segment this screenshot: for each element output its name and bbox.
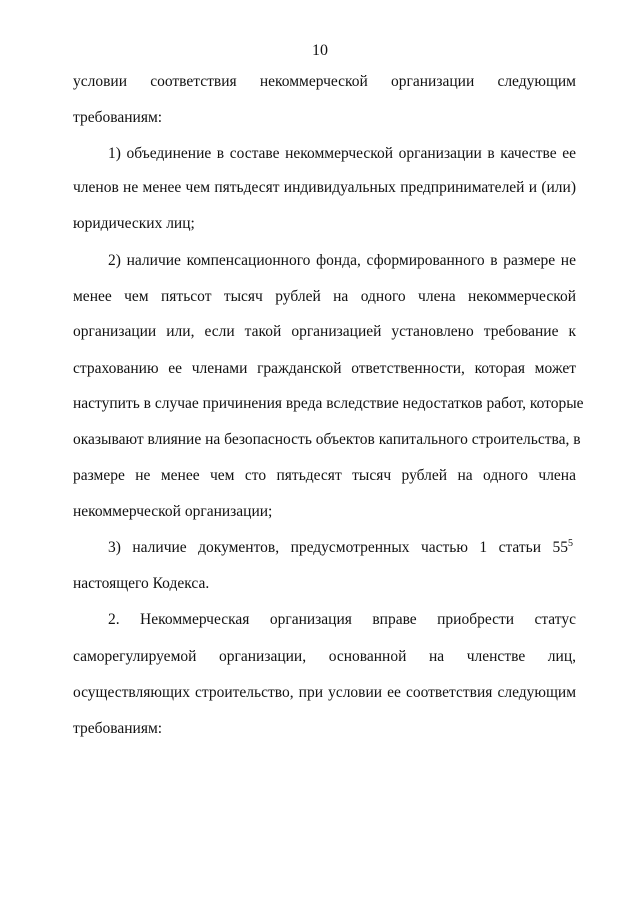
- text-line: 2) наличие компенсационного фонда, сформированного в размере не: [108, 252, 576, 269]
- text-line: условии соответствия некоммерческой организации следующим: [73, 73, 576, 90]
- text-line: оказывают влияние на безопасность объектов капитального строительства, в: [73, 431, 581, 448]
- text-line: 2. Некоммерческая организация вправе приобрести статус: [108, 611, 576, 628]
- text-line: страхованию ее членами гражданской ответственности, которая может: [73, 360, 576, 377]
- superscript: 5: [568, 538, 573, 549]
- text-line: требованиям:: [73, 109, 163, 126]
- text-line: юридических лиц;: [73, 215, 195, 232]
- text-line: саморегулируемой организации, основанной на членстве лиц,: [73, 648, 576, 665]
- text-line: осуществляющих строительство, при условии ее соответствия следующим: [73, 684, 576, 701]
- page-number: 10: [312, 42, 328, 59]
- text-line: организации или, если такой организацией установлено требование к: [73, 323, 576, 340]
- text-line: наступить в случае причинения вреда вследствие недостатков работ, которые: [73, 395, 584, 412]
- text-line: 3) наличие документов, предусмотренных частью 1 статьи 55: [108, 539, 568, 556]
- text-line: членов не менее чем пятьдесят индивидуальных предпринимателей и (или): [73, 179, 576, 196]
- text-line: размере не менее чем сто пятьдесят тысяч рублей на одного члена: [73, 467, 576, 484]
- text-line: настоящего Кодекса.: [73, 575, 210, 592]
- text-line: менее чем пятьсот тысяч рублей на одного члена некоммерческой: [73, 288, 576, 305]
- text-line: 1) объединение в составе некоммерческой организации в качестве ее: [108, 145, 576, 162]
- text-line: некоммерческой организации;: [73, 503, 273, 520]
- text-line: требованиям:: [73, 720, 163, 737]
